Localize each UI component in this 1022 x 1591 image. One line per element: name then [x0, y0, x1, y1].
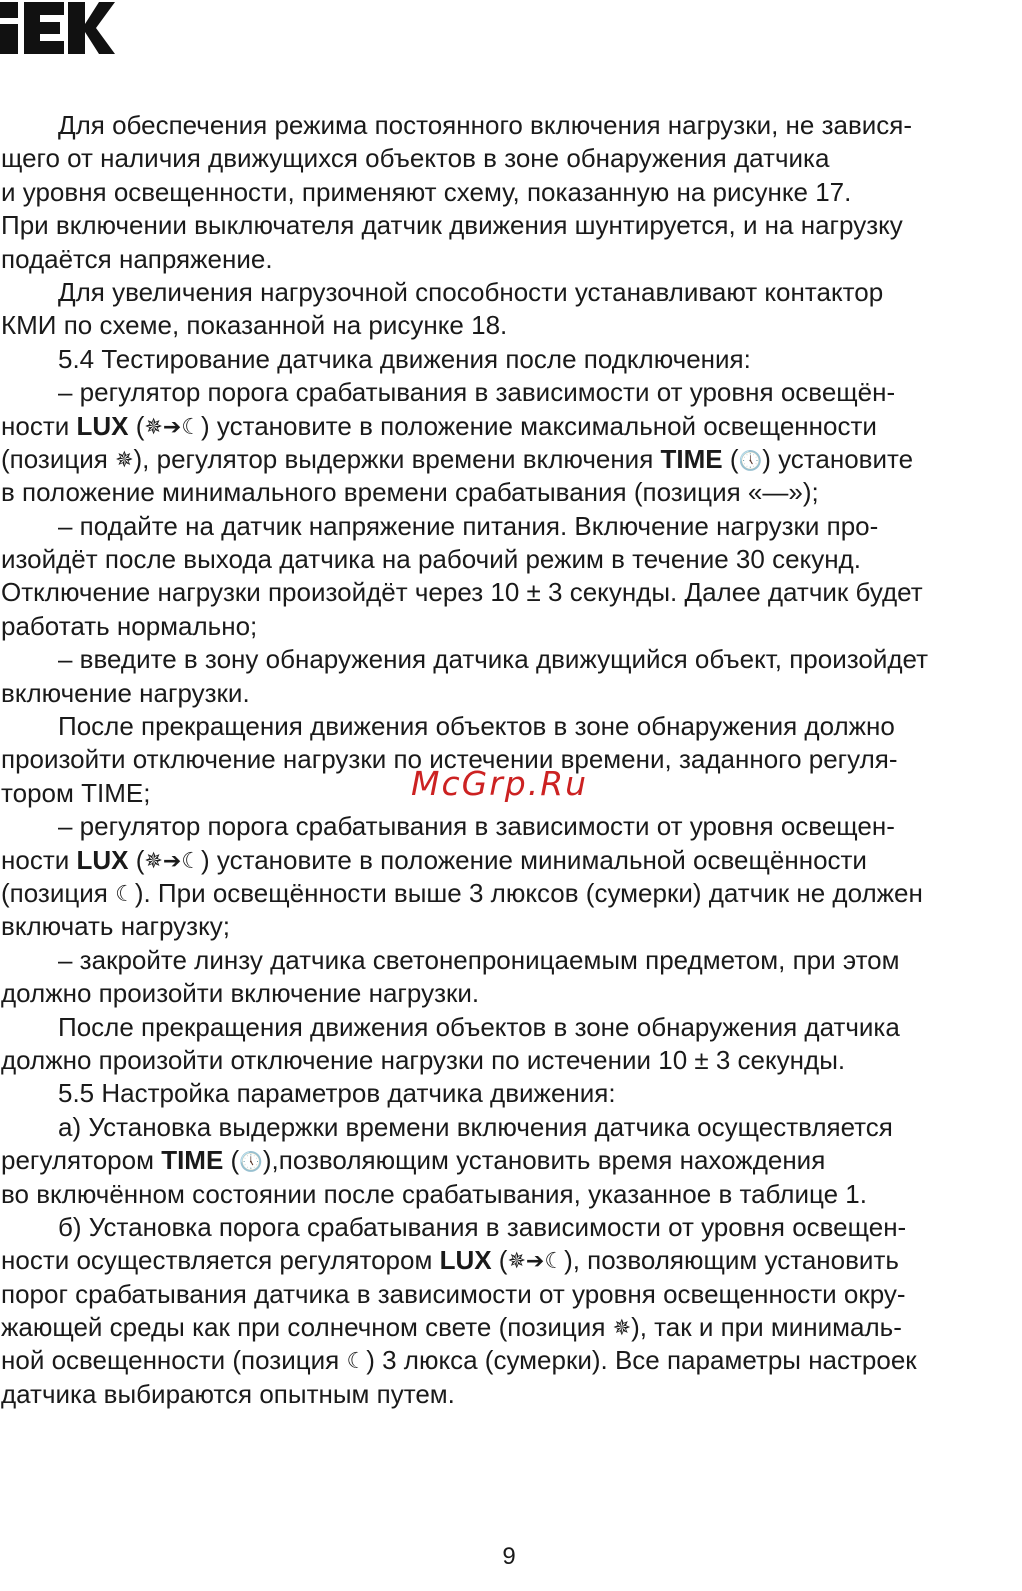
text-fragment: ) 3 люкса (сумерки). Все параметры настроек [366, 1345, 917, 1376]
sun-icon: ✵ [612, 1316, 632, 1342]
text-line [1, 844, 1019, 877]
text-line: произойти отключение нагрузки по истечении времени, заданного регуля- [1, 744, 898, 775]
moon-icon: ☾ [346, 1349, 367, 1375]
text-line: После прекращения движения объектов в зоне обнаружения датчика [58, 1011, 900, 1042]
text-line: во включённом состоянии после срабатывания, указанное в таблице 1. [1, 1178, 867, 1209]
sun-icon: ✵ [115, 447, 134, 473]
lux-label: LUX [439, 1245, 492, 1276]
moon-icon: ☾ [115, 881, 135, 907]
text-line: щего от наличия движущихся объектов в зоне обнаружения датчика [1, 143, 830, 174]
text-line [1, 1311, 1019, 1344]
text-fragment: ). При освещённости выше 3 люксов (сумерки) датчик не должен [134, 877, 923, 908]
text-line: подаётся напряжение. [1, 243, 273, 274]
time-label: TIME [660, 443, 723, 474]
text-line: Для увеличения нагрузочной способности устанавливают контактор [58, 276, 884, 307]
moon-icon: ☾ [544, 1249, 565, 1275]
text-fragment: ности осуществляется регулятором [1, 1245, 440, 1276]
text-line: При включении выключателя датчик движения шунтируется, и на нагрузку [1, 210, 903, 241]
text-fragment: (позиция [1, 877, 116, 908]
sun-icon: ✵ [507, 1249, 526, 1275]
text-fragment: (позиция [1, 443, 116, 474]
text-line: Для обеспечения режима постоянного включения нагрузки, не завися- [58, 110, 913, 140]
text-fragment: ности [1, 410, 77, 441]
sun-icon: ✵ [144, 848, 163, 874]
text-line: в положение минимального времени срабатывания (позиция «—»); [1, 477, 819, 508]
watermark-link[interactable]: McGrp.Ru [411, 764, 589, 803]
text-line: – введите в зону обнаружения датчика движущийся объект, произойдет [58, 644, 929, 675]
text-fragment: ), позволяющим установить [564, 1245, 899, 1276]
lux-label: LUX [76, 844, 129, 875]
text-line [1, 410, 1019, 443]
iek-logo [0, 2, 115, 54]
text-line: – регулятор порога срабатывания в зависимости от уровня освещен- [58, 811, 895, 842]
clock-icon: 🕔 [738, 449, 763, 472]
text-line: тором TIME; [1, 777, 151, 808]
text-fragment: регулятором [1, 1145, 162, 1176]
lux-label: LUX [76, 410, 129, 441]
text-line: датчика выбираются опытным путем. [1, 1378, 455, 1409]
text-line [1, 1344, 1019, 1377]
text-line: КМИ по схеме, показанной на рисунке 18. [1, 310, 508, 341]
moon-icon: ☾ [181, 848, 201, 874]
text-fragment: ), регулятор выдержки времени включения [133, 443, 661, 474]
arrow-icon: ➔ [525, 1249, 545, 1275]
sun-icon: ✵ [144, 414, 163, 440]
text-line: Отключение нагрузки произойдёт через 10 ± 3 секунды. Далее датчик будет [1, 577, 923, 608]
text-fragment: ( [722, 443, 739, 474]
text-line: и уровня освещенности, применяют схему, показанную на рисунке 17. [1, 176, 852, 207]
section-heading: 5.4 Тестирование датчика движения после подключения: [58, 343, 751, 374]
page-number: 9 [502, 1543, 516, 1570]
text-line [1, 1144, 1019, 1177]
text-line: должно произойти включение нагрузки. [1, 978, 480, 1009]
text-line: – регулятор порога срабатывания в зависимости от уровня освещён- [58, 377, 896, 408]
document-body [1, 109, 1019, 1411]
text-fragment: ) установите в положение максимальной освещенности [200, 410, 877, 441]
text-line: изойдёт после выхода датчика на рабочий режим в течение 30 секунд. [1, 544, 861, 575]
text-fragment: ( [491, 1245, 508, 1276]
text-fragment: ) установите [762, 443, 914, 474]
moon-icon: ☾ [181, 414, 201, 440]
text-line: – закройте линзу датчика светонепроницаемым предметом, при этом [58, 944, 900, 975]
text-line: После прекращения движения объектов в зоне обнаружения должно [58, 711, 895, 742]
section-heading: 5.5 Настройка параметров датчика движения: [58, 1078, 616, 1109]
text-fragment: ( [128, 844, 145, 875]
text-line: порог срабатывания датчика в зависимости от уровня освещенности окру- [1, 1278, 906, 1309]
text-line [1, 877, 1019, 910]
text-line [1, 1244, 1019, 1277]
text-fragment: ( [128, 410, 145, 441]
text-fragment: ), так и при минималь- [631, 1312, 902, 1343]
text-fragment: ) установите в положение минимальной освещённости [200, 844, 867, 875]
text-fragment: ),позволяющим установить время нахождения [262, 1145, 826, 1176]
text-fragment: ной освещенности (позиция [1, 1345, 347, 1376]
text-line [1, 443, 1019, 476]
text-fragment: жающей среды как при солнечном свете (позиция [1, 1312, 613, 1343]
text-line: включать нагрузку; [1, 911, 230, 942]
text-fragment: ( [223, 1145, 240, 1176]
text-line: – подайте на датчик напряжение питания. Включение нагрузки про- [58, 510, 879, 541]
arrow-icon: ➔ [162, 848, 182, 874]
arrow-icon: ➔ [162, 414, 182, 440]
text-line: б) Установка порога срабатывания в зависимости от уровня освещен- [58, 1211, 907, 1242]
text-line: включение нагрузки. [1, 677, 250, 708]
time-label: TIME [161, 1145, 224, 1176]
clock-icon: 🕔 [239, 1151, 263, 1174]
text-line: должно произойти отключение нагрузки по истечении 10 ± 3 секунды. [1, 1044, 846, 1075]
text-line: а) Установка выдержки времени включения датчика осуществляется [58, 1111, 893, 1142]
text-fragment: ности [1, 844, 77, 875]
text-line: работать нормально; [1, 610, 258, 641]
